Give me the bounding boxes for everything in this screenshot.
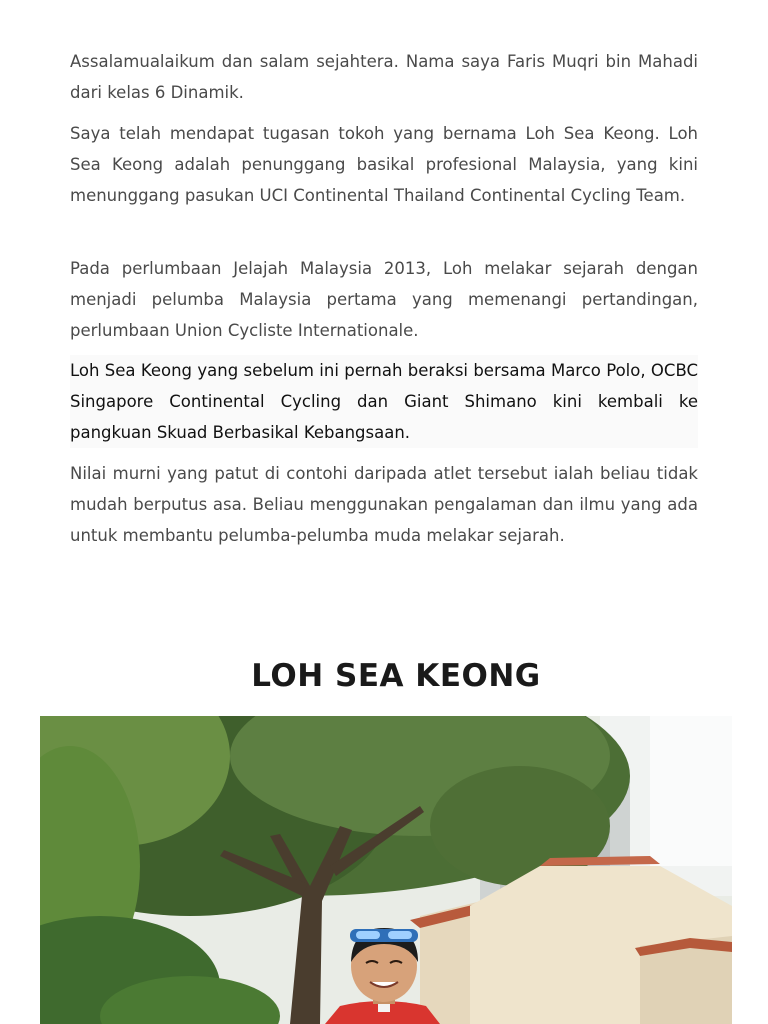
paragraph-greeting: Assalamualaikum dan salam sejahtera. Nama saya Faris Muqri bin Mahadi dari kelas 6 Dinamik. (70, 52, 698, 102)
paragraph-career: Loh Sea Keong yang sebelum ini pernah beraksi bersama Marco Polo, OCBC Singapore Continental Cycling dan Giant Shimano kini kembali ke pangkuan Skuad Berbasikal Kebangsaan. (70, 355, 698, 448)
cyclist-photo (40, 716, 732, 1024)
paragraph-introduction: Saya telah mendapat tugasan tokoh yang bernama Loh Sea Keong. Loh Sea Keong adalah penunggang basikal profesional Malaysia, yang kini menunggang pasukan UCI Continental Thailand Continental Cycling Team. (70, 124, 698, 205)
paragraph-achievement: Pada perlumbaan Jelajah Malaysia 2013, Loh melakar sejarah dengan menjadi pelumba Malaysia pertama yang memenangi pertandingan, perlumbaan Union Cycliste Internationale. (70, 259, 698, 340)
photo-title: LOH SEA KEONG (251, 658, 541, 694)
paragraph-values: Nilai murni yang patut di contohi daripada atlet tersebut ialah beliau tidak mudah berputus asa. Beliau menggunakan pengalaman dan ilmu yang ada untuk membantu pelumba-pelumba muda melakar sejarah. (70, 464, 698, 545)
